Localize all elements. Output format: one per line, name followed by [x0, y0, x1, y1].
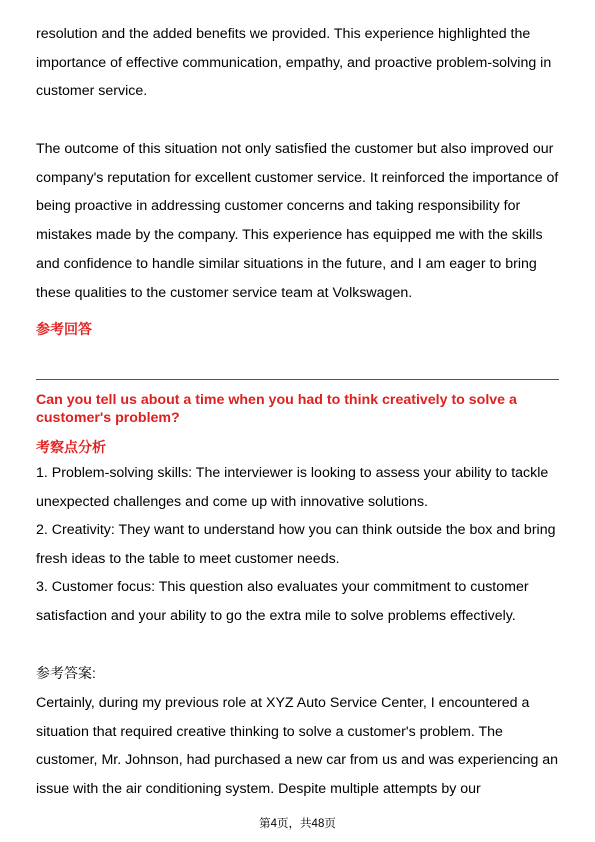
paragraph-conclusion-part1: resolution and the added benefits we provided. This experience highlighted the importance of effective communication, empathy, and proactive problem-solving in customer service. — [36, 26, 552, 100]
question-heading: Can you tell us about a time when you had to think creatively to solve a customer's problem? — [36, 392, 517, 426]
answer-text: Certainly, during my previous role at XYZ Auto Service Center, I encountered a situation that required creative thinking to solve a customer's problem. The customer, Mr. Johnson, had purchased a new car from us and was experiencing an issue with the air conditioning system. Despite multiple attempts by our — [36, 695, 559, 798]
analysis-point-3: 3. Customer focus: This question also evaluates your commitment to customer satisfaction and your ability to go the extra mile to solve problems effectively. — [36, 579, 529, 624]
analysis-label: 考察点分析 — [36, 439, 106, 455]
analysis-point-1: 1. Problem-solving skills: The interviewer is looking to assess your ability to tackle unexpected challenges and come up with innovative solutions. — [36, 465, 549, 510]
reference-answer-label: 参考回答 — [36, 321, 92, 337]
section-divider — [36, 379, 559, 380]
page-footer: 第4页，共48页 — [259, 818, 336, 830]
answer-label: 参考答案: — [36, 665, 96, 681]
paragraph-outcome: The outcome of this situation not only satisfied the customer but also improved our company's reputation for excellent customer service. It reinforced the importance of being proactive in addressing customer concerns and taking responsibility for mistakes made by the company. This experience has equipped me with the skills and confidence to handle similar situations in the future, and I am eager to bring these qualities to the customer service team at Volkswagen. — [36, 141, 559, 301]
analysis-point-2: 2. Creativity: They want to understand how you can think outside the box and bring fresh ideas to the table to meet customer needs. — [36, 522, 556, 567]
